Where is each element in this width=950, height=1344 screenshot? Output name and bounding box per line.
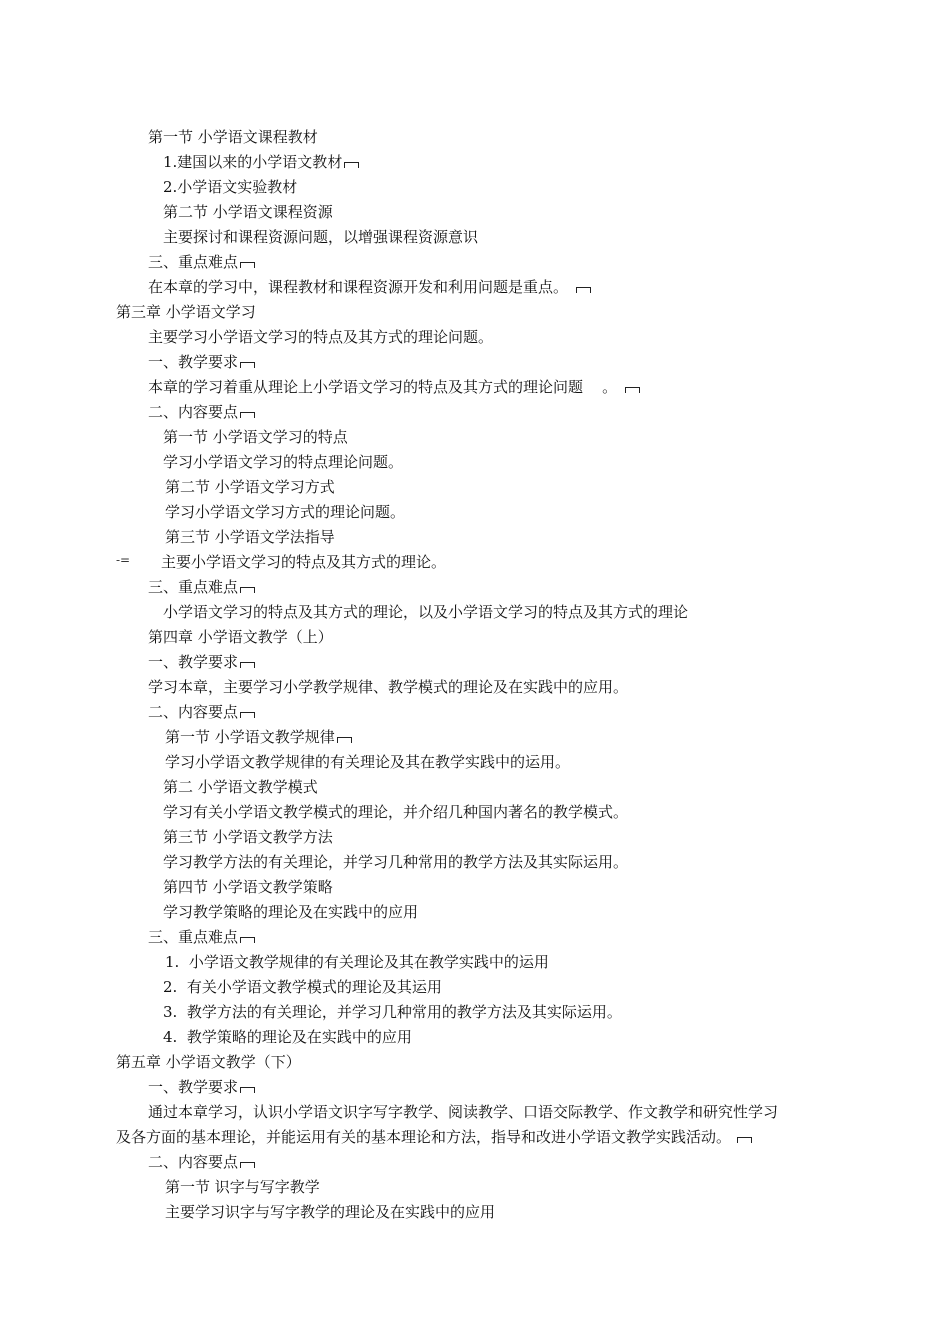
paragraph: 学习小学语文学习的特点理论问题。	[163, 453, 404, 471]
margin-mark-icon	[240, 587, 255, 593]
margin-mark-icon	[337, 737, 352, 743]
margin-mark-icon	[625, 387, 640, 393]
subsection-heading: 一、教学要求	[148, 353, 255, 371]
section-heading: 第一节 小学语文学习的特点	[163, 428, 348, 446]
list-item: 3. 教学方法的有关理论，并学习几种常用的教学方法及其实际运用。	[163, 1003, 622, 1021]
subsection-heading: 二、内容要点	[148, 403, 255, 421]
subsection-heading: 二、内容要点	[148, 1153, 255, 1171]
margin-mark-icon	[737, 1137, 752, 1143]
chapter-heading: 第五章 小学语文教学（下）	[116, 1053, 301, 1071]
paragraph: 在本章的学习中，课程教材和课程资源开发和利用问题是重点。	[148, 278, 591, 296]
list-item: 4. 教学策略的理论及在实践中的应用	[163, 1028, 412, 1046]
paragraph: 学习本章，主要学习小学教学规律、教学模式的理论及在实践中的应用。	[148, 678, 629, 696]
section-heading: 第二 小学语文教学模式	[163, 778, 318, 796]
paragraph: 本章的学习着重从理论上小学语文学习的特点及其方式的理论问题 。	[148, 378, 640, 396]
margin-mark-icon	[576, 287, 591, 293]
section-heading: 第一节 小学语文教学规律	[165, 728, 352, 746]
margin-mark: -=	[116, 553, 131, 567]
list-item: 2.小学语文实验教材	[163, 178, 298, 196]
paragraph: 学习教学策略的理论及在实践中的应用	[163, 903, 419, 921]
margin-mark-icon	[240, 712, 255, 718]
paragraph: 主要小学语文学习的特点及其方式的理论。	[161, 553, 447, 571]
margin-mark-icon	[240, 262, 255, 268]
margin-mark-icon	[240, 937, 255, 943]
paragraph: 及各方面的基本理论，并能运用有关的基本理论和方法，指导和改进小学语文教学实践活动。	[116, 1128, 752, 1146]
list-item: 1.建国以来的小学语文教材	[163, 153, 359, 171]
list-item: 1. 小学语文教学规律的有关理论及其在教学实践中的运用	[165, 953, 549, 971]
section-heading: 第一节 识字与写字教学	[165, 1178, 320, 1196]
section-heading: 第二节 小学语文课程资源	[163, 203, 333, 221]
margin-mark-icon	[240, 1162, 255, 1168]
chapter-heading: 第三章 小学语文学习	[116, 303, 256, 321]
paragraph: 学习小学语文学习方式的理论问题。	[165, 503, 406, 521]
subsection-heading: 三、重点难点	[148, 928, 255, 946]
margin-mark-icon	[344, 162, 359, 168]
section-heading: 第二节 小学语文学习方式	[165, 478, 335, 496]
paragraph: 通过本章学习，认识小学语文识字写字教学、阅读教学、口语交际教学、作文教学和研究性学习	[148, 1103, 779, 1121]
subsection-heading: 一、教学要求	[148, 653, 255, 671]
section-heading: 第四节 小学语文教学策略	[163, 878, 333, 896]
margin-mark-icon	[240, 662, 255, 668]
paragraph: 主要学习小学语文学习的特点及其方式的理论问题。	[148, 328, 494, 346]
paragraph: 学习小学语文教学规律的有关理论及其在教学实践中的运用。	[165, 753, 571, 771]
paragraph: 学习有关小学语文教学模式的理论，并介绍几种国内著名的教学模式。	[163, 803, 629, 821]
paragraph: 主要探讨和课程资源问题，以增强课程资源意识	[163, 228, 479, 246]
list-item: 2. 有关小学语文教学模式的理论及其运用	[163, 978, 442, 996]
margin-mark-icon	[240, 362, 255, 368]
section-heading: 第一节 小学语文课程教材	[148, 128, 318, 146]
chapter-heading: 第四章 小学语文教学（上）	[148, 628, 333, 646]
paragraph: 小学语文学习的特点及其方式的理论，以及小学语文学习的特点及其方式的理论	[163, 603, 689, 621]
margin-mark-icon	[240, 412, 255, 418]
subsection-heading: 三、重点难点	[148, 578, 255, 596]
paragraph: 学习教学方法的有关理论，并学习几种常用的教学方法及其实际运用。	[163, 853, 629, 871]
section-heading: 第三节 小学语文教学方法	[163, 828, 333, 846]
subsection-heading: 一、教学要求	[148, 1078, 255, 1096]
subsection-heading: 二、内容要点	[148, 703, 255, 721]
subsection-heading: 三、重点难点	[148, 253, 255, 271]
section-heading: 第三节 小学语文学法指导	[165, 528, 335, 546]
paragraph: 主要学习识字与写字教学的理论及在实践中的应用	[165, 1203, 496, 1221]
margin-mark-icon	[240, 1087, 255, 1093]
